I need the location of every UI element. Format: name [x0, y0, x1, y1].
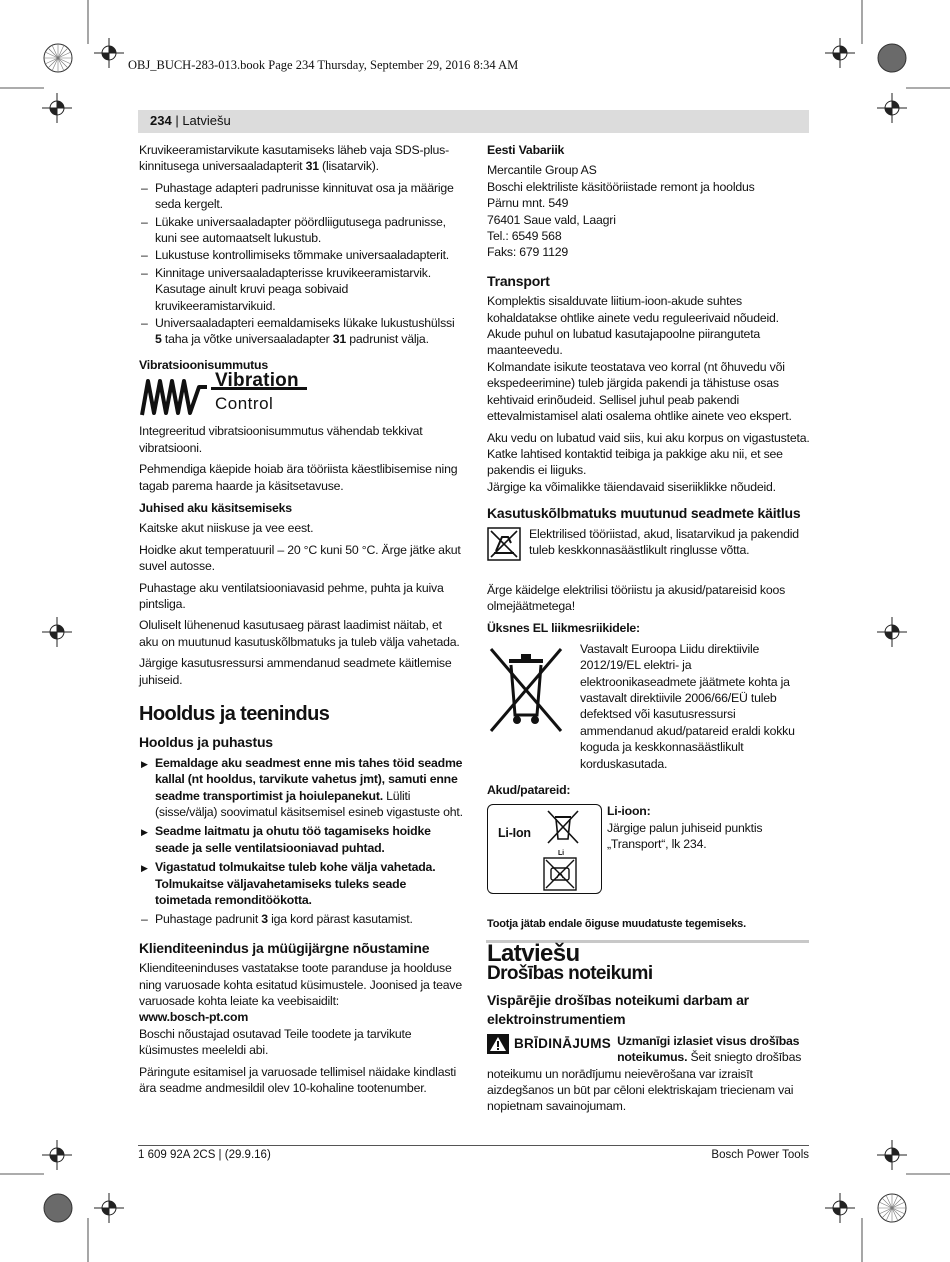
adapter-intro: Kruvikeeramistarvikute kasutamiseks läheb vaja SDS-plus-kinnitusega universaaladapterit 31 (lisatarvik).	[139, 143, 450, 174]
warning-badge	[487, 1034, 611, 1054]
document-number: 1 609 92A 2CS | (29.9.16)	[138, 1149, 271, 1161]
battery-text: Puhastage aku ventilatsiooniavasid pehme, puhta ja kuiva pintsliga.	[139, 580, 444, 611]
maintenance-heading: Hooldus ja puhastus	[139, 734, 273, 751]
battery-crossed-bin-icon	[546, 809, 580, 847]
list-item: – Universaaladapteri eemaldamiseks lükake lukustushülssi 5 taha ja võtke universaaladapter 31 padrunist välja.	[139, 315, 464, 348]
address-line: Faks: 679 1129	[487, 245, 569, 260]
vibration-text-1: Integreeritud vibratsioonisummutus vähendab tekkivat vibratsiooni.	[139, 424, 423, 455]
list-item: – Lükake universaaladapter pöördliigutusega padrunisse, kuni see automaatselt lukustub.	[139, 214, 464, 247]
latvian-title: Latviešu	[487, 940, 580, 967]
address-line: 76401 Saue vald, Laagri	[487, 212, 616, 227]
book-file-info: OBJ_BUCH-283-013.book Page 234 Thursday, September 29, 2016 8:34 AM	[128, 58, 519, 72]
battery-no-fire-icon	[543, 857, 577, 891]
eu-heading: Üksnes EL liikmesriikidele:	[487, 621, 640, 636]
batteries-heading: Akud/patareid:	[487, 783, 571, 797]
reserve-note: Tootja jätab endale õiguse muudatuste tegemiseks.	[487, 918, 746, 931]
warning-label: BRĪDINĀJUMS	[514, 1035, 612, 1051]
left-column	[139, 142, 464, 1102]
li-ion-label: Li-Ion	[498, 826, 531, 841]
warning-item: ▶ Vigastatud tolmukaitse tuleb kohe välja vahetada. Tolmukaitse väljavahetamiseks tuleks seade toimetada remonditöökotta.	[139, 859, 464, 908]
transport-text: Komplektis sisalduvate liitium-ioon-akude suhtes kohaldatakse ohtlike ainete vedu reguleerivaid nõudeid. Akude puhul on lubatud kasutajapoolne piiranguteta maanteevedu.	[487, 294, 779, 358]
transport-text: Kolmandate isikute teostatava veo korral (nt õhuvedu või ekspedeerimine) tuleb järgida pakendi ja tähistuse osas kehtivaid erinõudeid. Sellisel juhul peab pakendi ettevalmistamisel alati osalema ohtlike ainete veo ekspert.	[487, 359, 792, 424]
transport-heading: Transport	[487, 272, 550, 289]
address-line: Pärnu mnt. 549	[487, 196, 569, 211]
warning-block	[487, 1033, 810, 1115]
country-heading: Eesti Vabariik	[487, 143, 565, 157]
website-link[interactable]: www.bosch-pt.com	[139, 1010, 249, 1025]
right-column	[487, 142, 810, 938]
warning-bold-text: Uzmanīgi izlasiet visus drošības noteikumus.	[617, 1033, 800, 1065]
list-item: – Kinnitage universaaladapterisse kruvikeeramistarvik. Kasutage ainult kruvi peaga sobivaid kruvikeeramistarvikuid.	[139, 265, 464, 314]
page-language: Latviešu	[182, 113, 231, 128]
batteries-block	[487, 804, 810, 894]
eu-text: Vastavalt Euroopa Liidu direktiivile 2012/19/EL elektri- ja elektroonikaseadmete jäätmete kohta ja vastavalt direktiivile 2006/66/EÜ tuleb defektsed või kasutusressursi ammendanud akud/patareid eraldi kokku koguda ja keskkonnasäästlikult korduskasutada.	[580, 641, 795, 771]
page-header: 234 | Latviešu	[150, 113, 231, 128]
address-line: Boschi elektriliste käsitööriistade remont ja hooldus	[487, 179, 755, 194]
vibration-wave-icon	[139, 377, 209, 417]
li-ion-text: Järgige palun juhiseid punktis „Transport“, lk 234.	[607, 820, 763, 852]
general-safety-heading: Vispārējie drošības noteikumi darbam ar elektroinstrumentiem	[487, 991, 749, 1027]
vibration-logo-word1: Vibration	[215, 370, 299, 392]
warning-text: Šeit sniegto drošības noteikumu un norādījumu neievērošana var izraisīt aizdegšanos un būt par cēloni elektriskajam triecienam vai nopietnam savainojumam.	[487, 1050, 802, 1114]
disposal-text: Elektrilised tööriistad, akud, lisatarvikud ja pakendid tuleb keskkonnasäästlikult ringlusse võtta.	[529, 526, 799, 557]
customer-service-heading: Klienditeenindus ja müügijärgne nõustamine	[139, 939, 430, 956]
battery-text: Järgige kasutusressursi ammendanud seadmete käitlemise juhiseid.	[139, 656, 452, 687]
footer-rule	[138, 1145, 809, 1146]
transport-text: Järgige ka võimalikke täiendavaid siseriiklikke nõudeid.	[487, 479, 776, 494]
customer-text: Päringute esitamisel ja varuosade tellimisel näidake kindlasti ära seadme andmesildil olev 10-kohaline tootenumber.	[139, 1064, 457, 1096]
vibration-control-logo	[139, 370, 464, 419]
eu-block	[487, 641, 810, 772]
crossed-bin-icon	[487, 643, 565, 735]
battery-text: Hoidke akut temperatuuril – 20 °C kuni 50 °C. Ärge jätke akut suvel autosse.	[139, 542, 461, 574]
battery-heading: Juhised aku käsitsemiseks	[139, 500, 292, 515]
battery-text: Oluliselt lühenenud kasutusaeg pärast laadimist näitab, et aku on muutunud kasutuskõlbmatuks ja tuleb välja vahetada.	[139, 618, 460, 649]
customer-text: Boschi nõustajad osutavad Teile toodete ja tarvikute küsimustes meeleldi abi.	[139, 1026, 412, 1058]
li-ion-symbol-box	[487, 804, 602, 894]
address-line: Mercantile Group AS	[487, 163, 597, 178]
list-item: – Puhastage adapteri padrunisse kinnituvat osa ja määrige seda kergelt.	[139, 180, 464, 213]
transport-text: Aku vedu on lubatud vaid siis, kui aku korpus on vigastusteta. Katke lahtised kontaktid teibiga ja pakkige aku nii, et see pakendis ei liiguks.	[487, 430, 810, 478]
page-header-band	[138, 110, 809, 133]
vibration-text-2: Pehmendiga käepide hoiab ära tööriista käestlibisemise ning tagab parema haarde ja käsitsetavuse.	[139, 462, 458, 493]
warning-item: ▶ Eemaldage aku seadmest enne mis tahes töid seadme kallal (nt hooldus, tarvikute vahetus jmt), samuti enne seadme transportimist ja hoiulepanekut. Lüliti (sisse/välja) soovimatul käsitsemisel esineb vigastuste oht.	[139, 755, 464, 821]
recycle-icon	[487, 527, 521, 561]
list-item: – Lukustuse kontrollimiseks tõmmake universaaladapterit.	[139, 247, 464, 263]
vibration-heading: Vibratsioonisummutus	[139, 357, 269, 372]
address-line: Tel.: 6549 568	[487, 229, 562, 244]
disposal-block	[487, 526, 810, 562]
li-small-label: Li	[558, 850, 564, 858]
latvian-section	[487, 942, 810, 1115]
disposal-heading: Kasutuskõlbmatuks muutunud seadmete käitlus	[487, 505, 801, 522]
safety-heading: Drošības noteikumi	[487, 963, 653, 985]
battery-text: Kaitske akut niiskuse ja vee eest.	[139, 521, 314, 536]
disposal-warning: Ärge käidelge elektrilisi tööriistu ja akusid/patareisid koos olmejäätmetega!	[487, 582, 786, 613]
warning-item: ▶ Seadme laitmatu ja ohutu töö tagamiseks hoidke seade ja selle ventilatsiooniavad puhtad.	[139, 823, 464, 856]
li-ion-heading: Li-ioon:	[607, 804, 651, 819]
customer-text: Klienditeeninduses vastatakse toote paranduse ja hoolduse ning varuosade kohta esitatud küsimustele. Joonised ja teave varuosade kohta leiate ka veebisaidilt:	[139, 961, 462, 1009]
service-heading: Hooldus ja teenindus	[139, 702, 330, 725]
warning-triangle-icon	[487, 1034, 509, 1054]
page-number: 234	[150, 113, 172, 128]
brand-name: Bosch Power Tools	[711, 1149, 809, 1161]
vibration-logo-word2: Control	[215, 394, 274, 414]
list-item: – Puhastage padrunit 3 iga kord pärast kasutamist.	[139, 911, 464, 927]
